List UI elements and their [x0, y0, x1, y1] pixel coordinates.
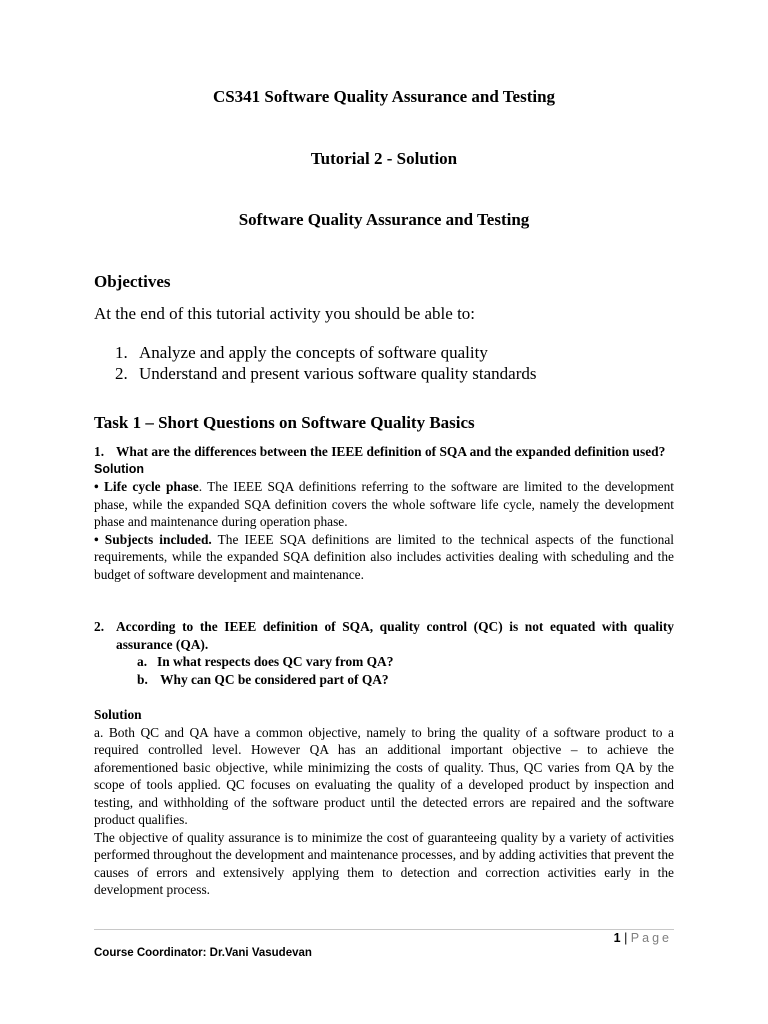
sub-question-label: a.	[137, 654, 148, 669]
objective-number: 2.	[115, 364, 128, 383]
question-number: 2.	[94, 619, 105, 634]
solution-text: The IEEE SQA definitions are limited to the technical aspects of the functional requirements, while the expanded SQA definition also includes activities dealing with scheduling and the budget of software development and maintenance.	[94, 531, 674, 582]
question-text: According to the IEEE definition of SQA, quality control (QC) is not equated with quality assurance (QA).	[116, 619, 674, 652]
sub-question	[94, 653, 674, 671]
solution-label: Solution	[94, 707, 142, 722]
solution-text: . The IEEE SQA definitions referring to the software are limited to the development phase, while the expanded SQA definition covers the whole software life cycle, namely the development phase and maintenance during operation phase.	[94, 479, 674, 529]
question-text: What are the differences between the IEEE definition of SQA and the expanded definition used?	[116, 444, 666, 459]
page-number	[614, 931, 672, 945]
solution-label: Solution	[94, 461, 144, 476]
solution-paragraph: The objective of quality assurance is to minimize the cost of guaranteeing quality by a variety of activities performed throughout the development and maintenance processes, and by adding activities that prevent the causes of errors and extensively applying them to detection and correction activities early in the development process.	[94, 829, 674, 897]
question-1	[94, 443, 674, 461]
solution-term: • Subjects included.	[94, 531, 212, 547]
objective-number: 1.	[115, 343, 128, 362]
solution-term: • Life cycle phase	[94, 479, 199, 494]
objective-text: Understand and present various software quality standards	[139, 364, 537, 383]
page-label: Page	[630, 931, 672, 945]
question-2-block	[94, 618, 674, 899]
page-separator: |	[620, 931, 631, 945]
tutorial-subtitle: Tutorial 2 - Solution	[310, 149, 458, 168]
question-number: 1.	[94, 444, 105, 459]
objectives-intro: At the end of this tutorial activity you should be able to:	[94, 304, 476, 323]
question-1-block	[94, 443, 674, 583]
solution-paragraph	[94, 531, 674, 584]
sub-question-text: In what respects does QC vary from QA?	[157, 654, 394, 669]
objective-item	[115, 363, 537, 384]
task-heading: Task 1 – Short Questions on Software Quality Basics	[94, 413, 475, 432]
sub-question-text: Why can QC be considered part of QA?	[157, 671, 389, 687]
objective-item	[115, 342, 537, 363]
page-number-value: 1	[613, 931, 621, 945]
sub-question-label: b.	[137, 671, 148, 687]
sub-question	[94, 671, 674, 689]
footer-divider	[94, 929, 674, 930]
section-heading: Software Quality Assurance and Testing	[238, 210, 530, 229]
objectives-heading: Objectives	[94, 272, 171, 291]
solution-paragraph: a. Both QC and QA have a common objective, namely to bring the quality of a software product to a required controlled level. However QA has an additional important objective – to achieve the aforementioned basic objective, while minimizing the costs of quality. Thus, QC varies from QA by the scope of tools applied. QC focuses on evaluating the quality of a developed product by inspection and testing, and withholding of the software product until the detected errors are repaired and the software product qualifies.	[94, 724, 674, 827]
solution-paragraph	[94, 478, 674, 531]
course-coordinator: Course Coordinator: Dr.Vani Vasudevan	[94, 947, 312, 959]
question-2	[94, 618, 674, 653]
objectives-list	[115, 342, 537, 384]
objective-text: Analyze and apply the concepts of software quality	[139, 343, 488, 362]
document-title: CS341 Software Quality Assurance and Testing	[212, 87, 556, 106]
